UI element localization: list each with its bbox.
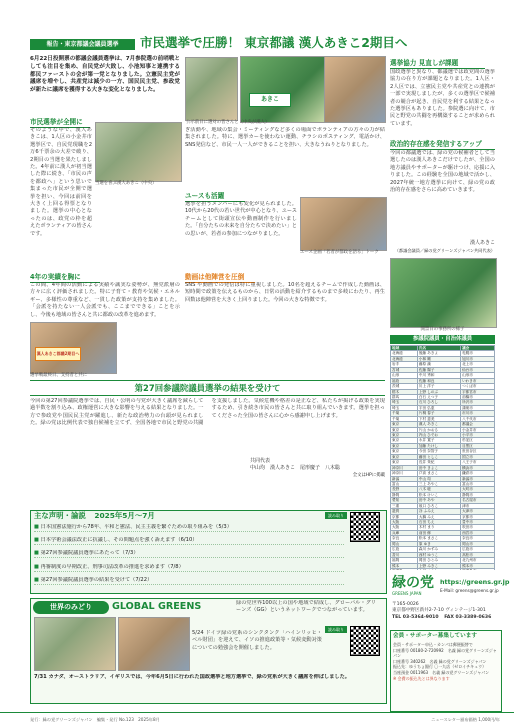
join-title — [393, 632, 498, 640]
office-caption-text: 開票日の事務所の様子 — [420, 327, 465, 332]
achievements-text: この間、4年間の活動による実績や誠実な姿勢が、無党派層の方々に広く評価されました。特に子育て・教育や気候・エネルギー、多様性の尊重など、一貫した政策が支持を集めました。「会派を持たない一人会派でも、ここまでできる」ことを示し、今後も地域の皆さんと共に都政の改革を進めます。 — [30, 282, 180, 318]
council-cell: いわき市 — [461, 378, 495, 383]
global-greens-heading-en: GLOBAL GREENS — [112, 601, 202, 612]
global-item1-text: 5/24 ドイツ緑の党系のシンクタンク「ハインリッヒ・ベル財団」を迎えて、イソの推進政策等・気候変動対策についての勉強会を開催しました。 — [192, 630, 322, 651]
name-cell: 前田 修 — [417, 530, 460, 535]
greens-address-line: 東京都中野区新井2-7-10 ヴィンテージ1-301 — [392, 608, 486, 614]
global-item2-text: 7/31 カナダ、オーストラリア、イギリスでは、今年6月5日に行われた国政選挙と地方選挙で、緑の党系が大きく議席を伸ばしました。 — [34, 674, 350, 680]
opinions-qr-badge — [325, 512, 347, 519]
join-line-1: 会員・サポーター申込・カンパは郵便振替で — [393, 642, 473, 647]
name-cell: 後藤 あきよ — [417, 351, 460, 356]
name-cell: 岡田 ひとみ — [417, 558, 460, 563]
councillor-table-wrap — [390, 345, 495, 570]
region-cell: 大阪 — [391, 520, 418, 525]
greens-fax: FAX 03-3389-0636 — [444, 614, 492, 620]
council-cell: 大津市 — [461, 509, 495, 514]
council-cell: 山形市 — [461, 373, 495, 378]
sangiin-signature — [250, 458, 385, 479]
section-achievements-body — [30, 282, 180, 320]
name-cell: 田中 あや — [417, 498, 460, 503]
name-cell: 藤原 満 — [417, 362, 460, 367]
opinion-item[interactable] — [34, 564, 344, 572]
name-cell: 宇田 弘恵 — [417, 405, 460, 410]
region-cell: 栃木 — [391, 389, 418, 394]
greens-email[interactable] — [440, 588, 502, 594]
region-cell: 東京 — [391, 449, 418, 454]
region-cell: 大阪 — [391, 525, 418, 530]
name-cell: 永井 寛子 — [417, 438, 460, 443]
region-cell: 群馬 — [391, 394, 418, 399]
page-headline — [140, 33, 440, 53]
greens-url-text[interactable]: https://greens.gr.jp — [440, 578, 510, 586]
section-cooperation-body — [390, 69, 495, 133]
name-cell: 西村 ゆうこ — [417, 552, 460, 557]
council-cell: 熊本市 — [461, 563, 495, 568]
table-row — [391, 568, 495, 570]
name-cell: 田中 きよこ — [417, 465, 460, 470]
campaign-banner-text: 漢人あきこ都議2期目へ — [36, 351, 80, 356]
council-cell: 八千代市 — [461, 416, 495, 421]
region-cell: 東京 — [391, 438, 418, 443]
section-presence-title — [390, 138, 495, 150]
col-name: 氏名 — [417, 346, 460, 351]
councillor-table — [390, 345, 495, 570]
council-cell: 京都市 — [461, 514, 495, 519]
name-cell: 松本 まさこ — [417, 536, 460, 541]
name-cell: 加藤 たけし — [417, 443, 460, 448]
council-cell: 岡山市 — [461, 541, 495, 546]
greens-email-text[interactable]: E-Mail: greens@greens.gr.jp — [440, 588, 499, 593]
section-cooperation-title — [390, 57, 485, 69]
region-cell: 千葉 — [391, 416, 418, 421]
region-cell — [391, 568, 418, 570]
region-cell: 茨城 — [391, 384, 418, 389]
name-cell: 松本 けいこ — [417, 492, 460, 497]
bullet-icon: ■ — [34, 550, 41, 557]
name-cell: 藤田 としこ — [417, 454, 460, 459]
councillor-table-title — [390, 335, 495, 344]
global-greens-qr-code — [350, 626, 380, 656]
council-cell: 小金井市 — [461, 427, 495, 432]
opinion-item-text: 第27回参議院議員選挙にあたって（7/3） — [40, 550, 139, 557]
celebration-photo-caption — [95, 181, 180, 187]
presence-text: 今回の都議選では、緑の党の候補者として当選したのは漢人あきこだけでしたが、全国の地方議員やサポーターが駆けつけ、応援に入りました。この経験を全国の地域で活かし、2027年統一地方選挙に向けて、緑の党の政治的存在感をさらに高めていきます。 — [390, 150, 495, 194]
sangiin-title-bar — [30, 380, 385, 396]
region-cell: 千葉 — [391, 411, 418, 416]
section-cooperation-heading: 選挙協力 見直しが課題 — [390, 59, 459, 67]
bullet-icon: ■ — [34, 537, 41, 544]
greens-zip: 〒165-0026 — [392, 602, 419, 607]
name-cell: 谷 ふみえ — [417, 509, 460, 514]
report-tag — [30, 39, 135, 50]
region-cell: 北海道 — [391, 356, 418, 361]
youth-talk-caption-text: ユース企画「若者が都政を語る」トーク — [300, 250, 379, 255]
global-greens-intro — [236, 600, 376, 622]
council-cell: 西宮市 — [461, 530, 495, 535]
region-cell: 香川 — [391, 552, 418, 557]
name-cell: 戸高 まさこ — [417, 471, 460, 476]
name-cell: 大橋 みえ — [417, 514, 460, 519]
region-cell: 神奈川 — [391, 471, 418, 476]
council-cell: 国立市 — [461, 454, 495, 459]
region-cell: 東京 — [391, 460, 418, 465]
campaign-team-caption — [186, 120, 326, 126]
global-greens-title-en — [112, 600, 232, 614]
council-cell: 鎌倉市 — [461, 471, 495, 476]
sangiin-heading: 第27回参議院議員選挙の結果を受けて — [134, 383, 281, 393]
sangiin-sign-note: 全文はHPに掲載 — [352, 473, 385, 478]
council-cell: 広島市 — [461, 547, 495, 552]
celebration-caption-text: 当選を喜ぶ漢人あきこ（中央） — [95, 181, 157, 186]
region-cell: 埼玉 — [391, 400, 418, 405]
name-cell: 木村 まり — [417, 525, 460, 530]
name-cell: 中川 秀和 — [417, 373, 460, 378]
region-cell: 滋賀 — [391, 509, 418, 514]
footer-right-text: ニュースレター頒布価格 1,000円/年 — [431, 717, 500, 722]
council-cell: 豊中市 — [461, 520, 495, 525]
presence-sign-note: （都議会議員／緑の党グリーンズジャパン共同代表） — [394, 248, 495, 253]
sangiin-text: 今回の第27回参議院選挙では、自民・公明の与党が大きく議席を減らして過半数を割り込み、政権運営に大きな影響を与える結果となりました。一方で参政党や国民民主党が躍進し、新たな政治勢力の台頭が見られました。緑の党は比例代表で独自候補を立てず、全国各地で市民と野党の共闘を支援しました。気候危機や格差の是正など、私たちが掲げる政策を実現するため、引き続き市民の皆さんと共に取り組んでいきます。選挙を担ってくださった全国の皆さんに心から感謝申し上げます。 — [30, 398, 385, 427]
name-cell: 今田 奈智子 — [417, 449, 460, 454]
opinions-period: 2025年5月〜7月 — [94, 511, 155, 520]
council-cell: 世田谷区 — [461, 449, 495, 454]
global-greens-qr-badge — [325, 626, 347, 633]
final-day-caption-text: 選挙戦最終日、支持者と共に — [30, 373, 88, 378]
citizen-election-text: そのような中で、漢人あきこは、1人区の小金井市選挙区で、自民党現職を2万6千票余の大差で破り、2期目の当選を果たしました。4年前に漢人が初当選した際に続き、「市民の声を都政へ」という思いで集まった市民が全開で選挙を担い、今回は前回を大きく上回る得票となりました。選挙の中心となったのは、政党の枠を超えたボランティアの皆さんです。 — [30, 127, 92, 237]
name-cell: 上野 みきこ — [417, 563, 460, 568]
global-greens-item2 — [34, 674, 379, 698]
report-tag-text: 報告・東京都議会議員選挙 — [46, 41, 119, 48]
council-cell: 小平市 — [461, 433, 495, 438]
campaign-team-photo — [185, 57, 238, 121]
council-cell: 鴻巣市 — [461, 405, 495, 410]
council-cell: 富山市 — [461, 481, 495, 486]
section-presence-body — [390, 150, 495, 238]
region-cell: 山形 — [391, 373, 418, 378]
sangiin-sign-names: 中山均 漢人あきこ 尾形慶子 八木聡 — [250, 465, 341, 471]
name-cell: 石川 ひろし — [417, 400, 460, 405]
opinions-badge-text: 読み取り — [328, 513, 344, 518]
volunteer-body — [185, 127, 385, 187]
bullet-icon: ■ — [34, 563, 41, 570]
council-cell: 静岡市 — [461, 492, 495, 497]
region-cell: 東京 — [391, 454, 418, 459]
council-cell: 北上市 — [461, 362, 495, 367]
name-cell: 白石 えつ子 — [417, 394, 460, 399]
council-cell: 前橋市 — [461, 394, 495, 399]
lead-text: 6月22日投開票の都議会議員選挙は、7月参院選の前哨戦としても注目を集め、自民党が大敗し、小池知事と連携する都民ファーストの会が第一党となりました。立憲民主党が議席を増やし、共産党は減少の一方、国民民主党、参政党が新たに議席を獲得する大きな変化となりました。 — [30, 56, 180, 94]
section-video-heading: 動画は他陣営を圧倒 — [185, 273, 245, 281]
final-day-caption — [30, 373, 115, 379]
name-cell: 小林 剛 — [417, 356, 460, 361]
councillor-table-heading: 参議院議員・自治体議員 — [412, 336, 473, 342]
name-cell: 川上 洋子 — [417, 384, 460, 389]
opinion-item-text: 第27回参議院議員選挙の結果を受けて（7/22） — [40, 576, 153, 583]
name-cell: 佐藤 和良 — [417, 378, 460, 383]
global-badge-text: 読み取り — [328, 627, 344, 632]
region-cell: 東京 — [391, 443, 418, 448]
col-region: 地域 — [391, 346, 418, 351]
name-cell: 坂口 ひろこ — [417, 503, 460, 508]
name-cell: 下村 恵美 — [417, 416, 460, 421]
name-cell: 片桐 春子 — [417, 411, 460, 416]
greens-tel: TEL 03-5364-9010 — [392, 614, 439, 620]
opinions-qr-code — [350, 512, 380, 542]
section-presence-sign — [390, 240, 495, 254]
footer-left-text: 発行：緑の党グリーンズジャパン 編集・発行 No.123 2025年8月 — [30, 717, 160, 722]
name-cell: 内山 ひでお — [417, 433, 460, 438]
section-citizen-election-body — [30, 127, 92, 269]
section-achievements-heading: 4年の実績を胸に — [30, 273, 81, 281]
join-line-3: 口座番号 340262 名義 緑の党グリーンズジャパン — [393, 658, 487, 664]
youth-talk-caption — [300, 250, 385, 256]
region-cell: 富山 — [391, 481, 418, 486]
name-cell: 三上 あやこ — [417, 481, 460, 486]
region-cell: 新潟 — [391, 476, 418, 481]
region-cell: 広島 — [391, 547, 418, 552]
section-citizen-election-heading: 市民選挙が全開に — [30, 118, 83, 126]
celebration-photo — [95, 122, 182, 182]
opinions-heading: 主な声明・論説 — [34, 511, 86, 520]
council-cell: 名古屋市 — [461, 498, 495, 503]
council-cell: 大町市 — [461, 487, 495, 492]
region-cell: 兵庫 — [391, 530, 418, 535]
candidate-portrait — [324, 56, 386, 123]
opinion-item-text: 日本国憲法施行から78年、平和と憲法、民主主義を繋ぐための取り組みを（5/3） — [40, 524, 232, 530]
name-cell: 八木 聡 — [417, 487, 460, 492]
name-cell: 原 ゆき — [417, 541, 460, 546]
greens-phone-line — [392, 615, 500, 621]
region-cell: 神奈川 — [391, 465, 418, 470]
bullet-icon: ■ — [34, 524, 41, 530]
final-day-photo — [30, 322, 117, 374]
join-details — [393, 642, 498, 681]
name-cell: 上野 しのぶ — [417, 389, 460, 394]
global-greens-item1 — [192, 630, 322, 666]
council-cell: 高松市 — [461, 552, 495, 557]
council-cell: 津市 — [461, 503, 495, 508]
region-cell: 熊本 — [391, 563, 418, 568]
global-photo-2 — [118, 617, 190, 671]
name-cell: 片山 かおる — [417, 427, 460, 432]
video-text: SNS や動画での発信は特に重視しました。10名を超えるチームで作成した動画は、短時間で政策を伝えるものから、日常の活動を紹介するものまで多岐にわたり、再生回数は他陣営を大きく上回りました。今回の大きな特徴です。 — [185, 282, 385, 303]
opinion-item[interactable] — [34, 550, 344, 558]
opinion-item[interactable] — [34, 524, 344, 532]
region-cell: 三重 — [391, 503, 418, 508]
footer-bar — [0, 712, 514, 726]
council-cell: 都議会 — [461, 422, 495, 427]
opinions-list — [34, 524, 344, 590]
region-cell: 静岡 — [391, 492, 418, 497]
campaign-team-caption-text: 公示前日に選対の皆さんと（中央が漢人） — [186, 120, 270, 125]
region-cell: 奈良 — [391, 536, 418, 541]
headline-text: 市民選挙で圧勝！ 東京都議 漢人あきこ2期目へ — [140, 35, 408, 50]
name-cell: 長井 茉紀 — [417, 460, 460, 465]
volunteer-text: ぎ活動や、地域の集会・ミーティングなど多くの場面でボランティアの方々の力が結集されました。特に、選挙カーを使わない運動、チラシのポスティング、電話かけ、SNS発信など、市民一人一人ができることを担い、大きなうねりとなりました。 — [185, 127, 385, 148]
council-cell: 八王子市 — [461, 460, 495, 465]
council-cell: 旭川市 — [461, 356, 495, 361]
region-cell: 福島 — [391, 378, 418, 383]
council-cell: 市川市 — [461, 411, 495, 416]
youth-text: 選挙を担うメンバーにも変化が見られました。10代から20代の若い世代が中心となり、ユースチームとして街頭宣伝や動画制作を行いました。「自分たちの未来を自分たちで決めたい」との思いが、若者の参加につながりました。 — [185, 201, 297, 237]
council-cell: 宇都宮市 — [461, 389, 495, 394]
council-cell: 仙台市 — [461, 367, 495, 372]
region-cell: 埼玉 — [391, 405, 418, 410]
region-cell: 岡山 — [391, 541, 418, 546]
region-cell: 東京 — [391, 427, 418, 432]
campaign-banner — [35, 347, 81, 361]
region-cell: 愛知 — [391, 498, 418, 503]
presence-sign-name: 漢人あきこ — [469, 240, 495, 246]
name-cell — [417, 568, 460, 570]
council-cell: 横浜市 — [461, 465, 495, 470]
opinion-item[interactable] — [34, 577, 344, 585]
region-cell: 京都 — [391, 514, 418, 519]
opinions-title-bar — [30, 510, 284, 522]
opinion-item-text: 日本学術会議法改正に抗議し、その問題点を強く訴えます（6/10） — [40, 537, 198, 544]
greens-url[interactable] — [440, 578, 510, 586]
global-greens-heading: 世界のみどり — [50, 603, 92, 611]
section-presence-heading: 政治的存在感を発信するアップ — [390, 140, 482, 148]
bullet-icon: ■ — [34, 576, 41, 583]
name-cell: 中山 均 — [417, 476, 460, 481]
region-cell: 東京 — [391, 433, 418, 438]
region-cell: 岩手 — [391, 362, 418, 367]
section-youth-heading: ユースも活躍 — [185, 192, 225, 200]
council-cell: 所沢市 — [461, 400, 495, 405]
join-line-5: 当座預金 0011963 名義 緑の党グリーンズジャパン — [393, 669, 490, 675]
section-youth-body — [185, 201, 297, 269]
cooperation-text: 国政選挙と異なり、都議選では政党間の選挙協力の在り方が課題となりました。1人区・2人区では、立憲民主党や共産党との連携が一部で実現しましたが、多くの選挙区で候補者の競合が起き、自民党を利する結果となった選挙区もありました。参院選に向けて、市民と野党の共闘を再構築することが求められています。 — [390, 69, 495, 127]
greens-logo — [392, 575, 440, 599]
opinion-item[interactable] — [34, 537, 344, 545]
council-cell: つくば市 — [461, 384, 495, 389]
region-cell: 長野 — [391, 487, 418, 492]
global-photo-1 — [34, 617, 116, 671]
council-cell: 奈良市 — [461, 536, 495, 541]
region-cell: 福岡 — [391, 558, 418, 563]
council-cell: 北九州市 — [461, 558, 495, 563]
name-cell: 森川 かずみ — [417, 547, 460, 552]
join-line-4: 振込先：ゆうちょ銀行 〇一九店（ゼロイチキュウ） — [393, 664, 487, 670]
section-video-body — [185, 282, 385, 326]
col-council: 議会 — [461, 346, 495, 351]
region-cell: 北海道 — [391, 351, 418, 356]
victory-photo — [240, 56, 325, 123]
global-intro-text: 緑の党世界100以上の国や地域で結成し、グローバル・グリーンズ（GG）というネットワークでつながっています。 — [236, 600, 376, 614]
name-cell: 漢人 あきこ — [417, 422, 460, 427]
lead-paragraph — [30, 56, 180, 95]
office-photo — [390, 258, 497, 328]
council-cell: 札幌市 — [461, 351, 495, 356]
region-cell: 東京 — [391, 422, 418, 427]
greens-logo-name-en: GREENS JAPAN — [392, 591, 422, 596]
council-cell — [461, 568, 495, 570]
council-cell: 目黒区 — [461, 443, 495, 448]
council-cell: 杉並区 — [461, 438, 495, 443]
join-line-6: ※ 会費の振込先とは異なります — [393, 675, 450, 681]
opinion-item-text: 再審制度の早期改正、刑事司法改革の推進を求めます（7/8） — [40, 563, 184, 570]
office-photo-caption — [390, 327, 495, 333]
sangiin-sign-role: 共同代表 — [250, 458, 271, 464]
region-cell: 宮城 — [391, 367, 418, 372]
greens-logo-name: 緑の党 — [392, 575, 434, 591]
victory-sign-text: あきこ — [260, 96, 279, 103]
councillor-table-body — [391, 351, 495, 570]
name-cell: 石田 ちえ — [417, 520, 460, 525]
global-greens-title-badge — [33, 601, 109, 614]
victory-sign — [249, 93, 291, 107]
join-heading: 会員・サポーター募集しています — [393, 633, 477, 639]
greens-address — [392, 602, 500, 621]
youth-talk-photo — [300, 197, 387, 251]
council-cell: 吹田市 — [461, 525, 495, 530]
name-cell: 佐藤 陽子 — [417, 367, 460, 372]
join-line-2: 口座番号 00180-2-720992 名義 緑の党グリーンズジャパン — [393, 647, 497, 659]
council-cell: 新潟市 — [461, 476, 495, 481]
